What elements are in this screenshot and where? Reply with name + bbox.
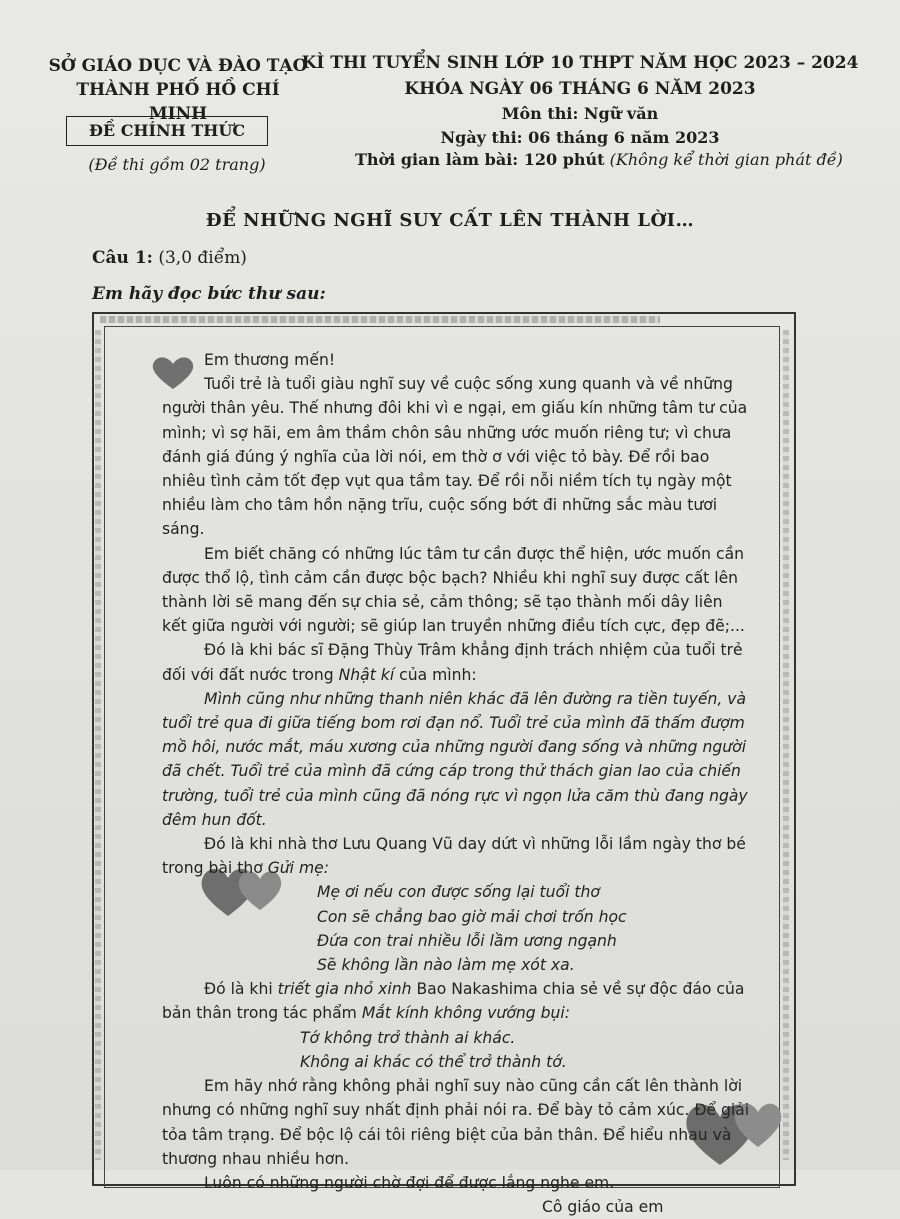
book-title: Mắt kính không vướng bụi: (361, 1004, 570, 1023)
letter-paragraph: Tuổi trẻ là tuổi giàu nghĩ suy về cuộc sống xung quanh và về những người thân yêu. Thế nhưng đôi khi vì e ngại, em giấu kín những tâm tư của mình; vì sợ hãi, em âm thầm chôn sâu những ước muốn riêng tư; vì chưa đánh giá đúng ý nghĩa của lời nói, em thờ ơ với việc tỏ bày. Để rồi bao nhiêu tình cảm tốt đẹp vụt qua tầm tay. Để rồi nỗi niềm tích tụ ngày một nhiều làm cho tâm hồn nặng trĩu, cuộc sống bớt đi những sắc màu tươi sáng. (162, 375, 748, 539)
diary-quote: Mình cũng như những thanh niên khác đã lên đường ra tiền tuyến, và tuổi trẻ qua đi giữa tiếng bom rơi đạn nổ. Tuổi trẻ của mình đã thấm đượm mồ hôi, nước mắt, máu xương của những người đang sống và những người đã chết. Tuổi trẻ của mình đã cứng cáp trong thử thách gian lao của chiến trường, tuổi trẻ của mình cũng đã nóng rực vì ngọn lửa căm thù đang ngày đêm hun đốt. (162, 689, 748, 829)
paragraph-text: Đó là khi (204, 980, 278, 999)
poem-title: Gửi mẹ: (267, 859, 329, 878)
letter-body (162, 348, 752, 1219)
department-name: SỞ GIÁO DỤC VÀ ĐÀO TẠO (48, 56, 308, 76)
paragraph-text: Đó là khi nhà thơ Lưu Quang Vũ day dứt vì những lỗi lầm ngày thơ bé trong bài thơ (162, 835, 746, 878)
essay-title: ĐỂ NHỮNG NGHĨ SUY CẤT LÊN THÀNH LỜI… (205, 210, 695, 231)
exam-session: KHÓA NGÀY 06 THÁNG 6 NĂM 2023 (404, 79, 756, 99)
time-label: Thời gian làm bài: 120 phút (355, 150, 605, 169)
poem-line: Mẹ ơi nếu con được sống lại tuổi thơ (317, 883, 600, 902)
question-1 (92, 248, 247, 268)
question-points: (3,0 điểm) (152, 248, 247, 268)
letter-paragraph (162, 832, 752, 880)
paragraph-text: Đó là khi bác sĩ Đặng Thùy Trâm khẳng định trách nhiệm của tuổi trẻ đối với đất nước trong (162, 641, 743, 684)
letter-paragraph (162, 977, 752, 1025)
poem-line: Con sẽ chẳng bao giờ mải chơi trốn học (317, 907, 627, 926)
frame-border-decoration (783, 330, 789, 1160)
letter-paragraph (162, 638, 752, 686)
official-badge: ĐỀ CHÍNH THỨC (66, 116, 268, 146)
pages-note: (Đề thi gồm 02 trang) (88, 155, 266, 174)
exam-day: Ngày thi: 06 tháng 6 năm 2023 (440, 128, 720, 147)
letter-greeting: Em thương mến! (204, 351, 336, 369)
exam-header (300, 50, 860, 150)
exam-title: KÌ THI TUYỂN SINH LỚP 10 THPT NĂM HỌC 2023 – 2024 (301, 53, 859, 73)
poem-line: Sẽ không lần nào làm mẹ xót xa. (317, 956, 575, 975)
frame-border-decoration (100, 316, 660, 323)
book-title: Nhật kí (338, 665, 395, 684)
paragraph-text: của mình: (394, 665, 477, 684)
exam-subject: Môn thi: Ngữ văn (501, 104, 659, 123)
letter-paragraph: Luôn có những người chờ đợi để được lắng nghe em. (204, 1173, 615, 1192)
paragraph-text: Bao Nakashima chia sẻ về sự độc đáo của bản thân trong tác phẩm (162, 980, 745, 1023)
letter-paragraph: Em hãy nhớ rằng không phải nghĩ suy nào cũng cần cất lên thành lời nhưng có những nghĩ suy nhất định phải nói ra. Để bày tỏ cảm xúc. Để giải tỏa tâm trạng. Để bộc lộ cái tôi riêng biệt của bản thân. Để hiểu nhau và thương nhau nhiều hơn. (162, 1077, 750, 1168)
frame-border-decoration (95, 330, 101, 1160)
emphasis-text: triết gia nhỏ xinh (277, 980, 412, 999)
letter-signature: Cô giáo của em (542, 1198, 664, 1217)
question-instruction: Em hãy đọc bức thư sau: (92, 284, 326, 304)
city-name: THÀNH PHỐ HỒ CHÍ MINH (76, 80, 280, 124)
quote-line: Tớ không trở thành ai khác. (300, 1028, 516, 1047)
time-note: (Không kể thời gian phát đề) (609, 150, 843, 169)
letter-paragraph: Em biết chăng có những lúc tâm tư cần được thể hiện, ước muốn cần được thổ lộ, tình cảm cần được bộc bạch? Nhiều khi nghĩ suy được cất lên thành lời sẽ mang đến sự chia sẻ, cảm thông; sẽ tạo thành mối dây liên kết giữa người với người; sẽ giúp lan truyền những điều tích cực, đẹp đẽ;... (162, 544, 745, 636)
time-limit (355, 150, 843, 169)
quote-line: Không ai khác có thể trở thành tớ. (300, 1052, 567, 1071)
question-label: Câu 1: (92, 248, 153, 268)
poem-line: Đứa con trai nhiều lỗi lầm ương ngạnh (317, 931, 617, 950)
